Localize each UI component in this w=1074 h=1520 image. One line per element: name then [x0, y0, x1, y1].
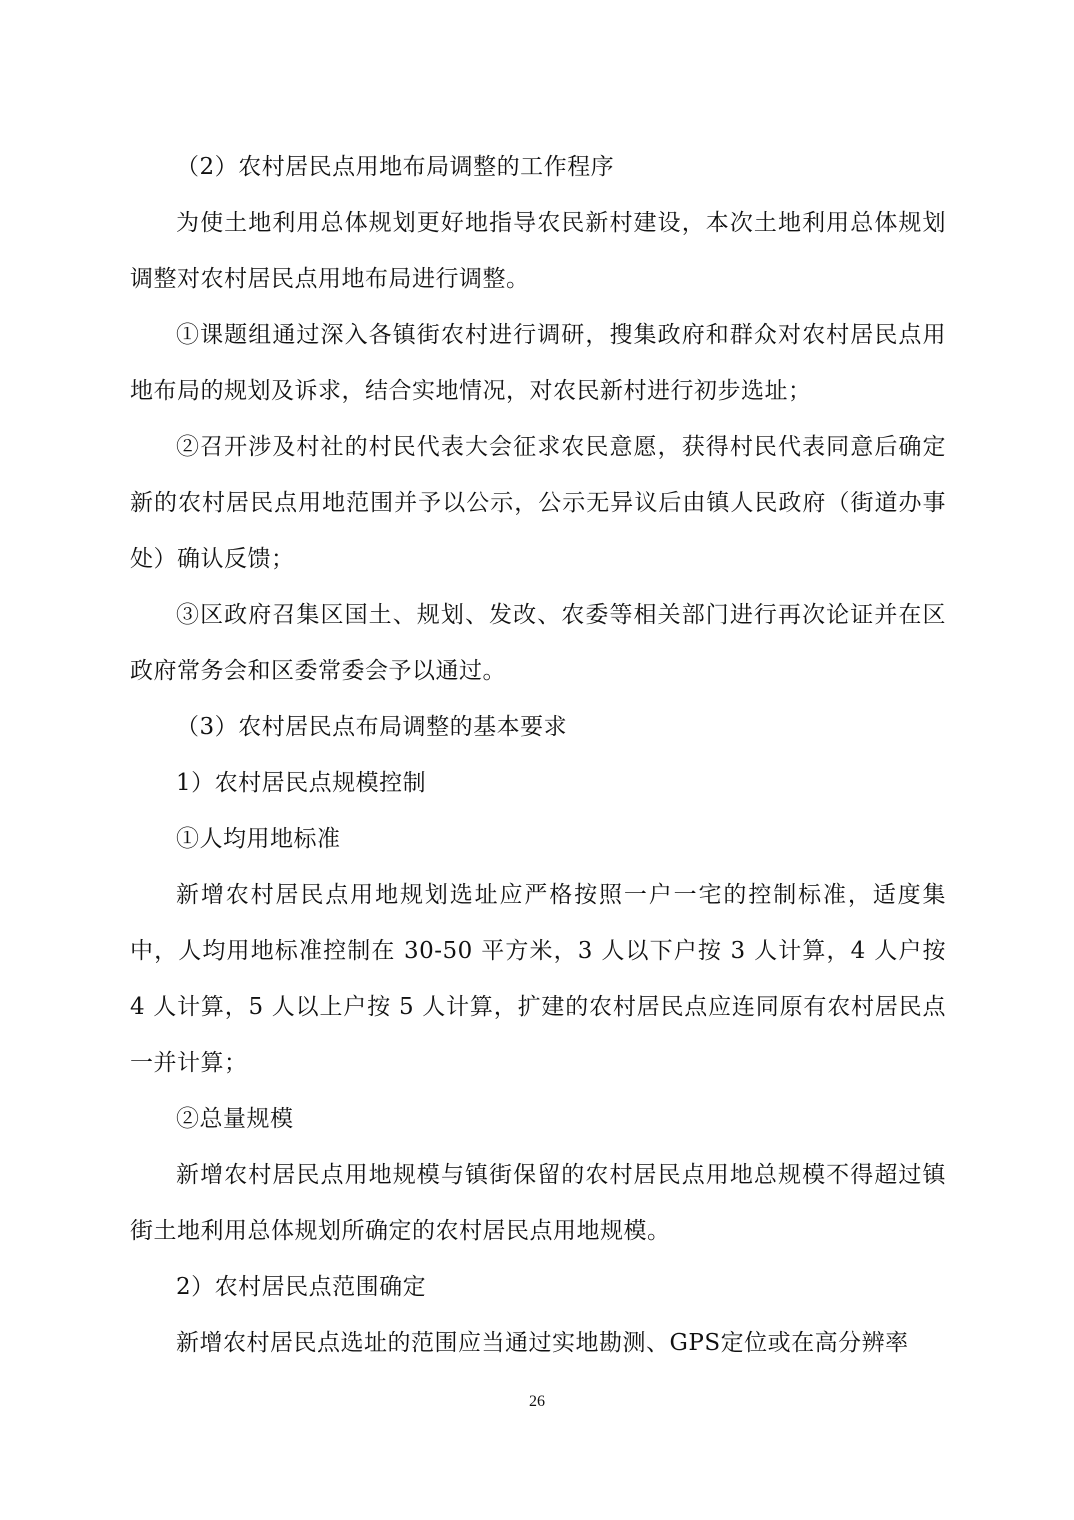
procedure-step-2: ②召开涉及村社的村民代表大会征求农民意愿，获得村民代表同意后确定新的农村居民点用地范围并予以公示，公示无异议后由镇人民政府（街道办事处）确认反馈； — [130, 434, 946, 572]
document-body — [130, 139, 946, 1371]
procedure-step-1: ①课题组通过深入各镇街农村进行调研，搜集政府和群众对农村居民点用地布局的规划及诉求，结合实地情况，对农民新村进行初步选址； — [130, 322, 946, 404]
section-heading-2: （2）农村居民点用地布局调整的工作程序 — [176, 154, 615, 180]
item-heading-per-capita: ①人均用地标准 — [176, 826, 341, 852]
item-heading-total-scale: ②总量规模 — [176, 1106, 294, 1132]
body-paragraph: 新增农村居民点选址的范围应当通过实地勘测、GPS定位或在高分辨率 — [176, 1330, 909, 1356]
section-heading-3: （3）农村居民点布局调整的基本要求 — [176, 714, 568, 740]
body-paragraph: 为使土地利用总体规划更好地指导农民新村建设，本次土地利用总体规划调整对农村居民点用地布局进行调整。 — [130, 210, 946, 292]
body-paragraph: 新增农村居民点用地规模与镇街保留的农村居民点用地总规模不得超过镇街土地利用总体规划所确定的农村居民点用地规模。 — [130, 1162, 946, 1244]
subsection-heading-1: 1）农村居民点规模控制 — [176, 770, 427, 796]
procedure-step-3: ③区政府召集区国土、规划、发改、农委等相关部门进行再次论证并在区政府常务会和区委常委会予以通过。 — [130, 602, 946, 684]
subsection-heading-2: 2）农村居民点范围确定 — [176, 1274, 427, 1300]
page-number: 26 — [529, 1393, 545, 1410]
body-paragraph: 新增农村居民点用地规划选址应严格按照一户一宅的控制标准，适度集中，人均用地标准控制在 30-50 平方米，3 人以下户按 3 人计算，4 人户按 4 人计算，5 人以上户按 5 人计算，扩建的农村居民点应连同原有农村居民点一并计算； — [130, 882, 946, 1076]
